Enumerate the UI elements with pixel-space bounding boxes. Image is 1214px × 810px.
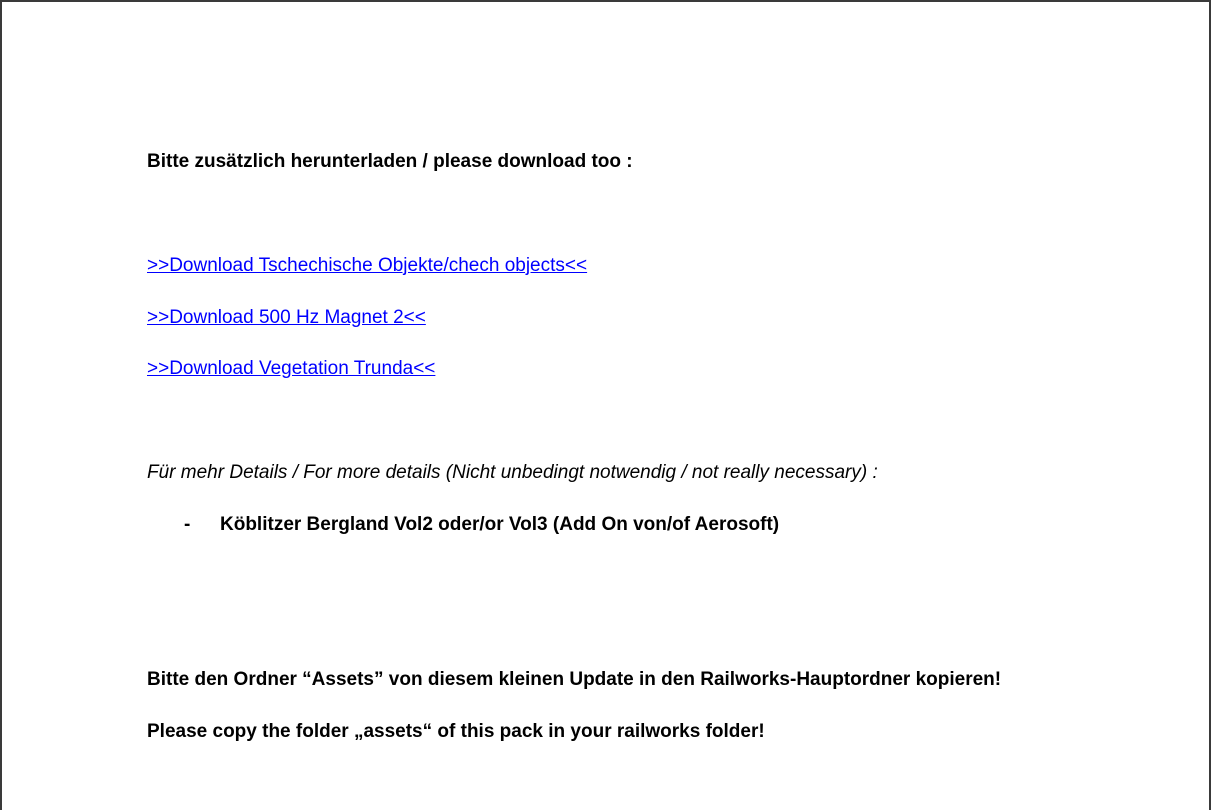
bullet-marker: - (184, 514, 191, 535)
intro-text: Bitte zusätzlich herunterladen / please download too : (147, 151, 633, 172)
instruction-german: Bitte den Ordner “Assets” von diesem kleinen Update in den Railworks-Hauptordner kopieren! (147, 669, 1002, 690)
download-link-czech-objects[interactable]: >>Download Tschechische Objekte/chech objects<< (147, 255, 588, 276)
details-note: Für mehr Details / For more details (Nicht unbedingt notwendig / not really necessary) : (147, 462, 878, 483)
instruction-english: Please copy the folder „assets“ of this pack in your railworks folder! (147, 721, 765, 742)
bullet-item-text: Köblitzer Bergland Vol2 oder/or Vol3 (Add On von/of Aerosoft) (220, 514, 780, 535)
download-link-vegetation-trunda[interactable]: >>Download Vegetation Trunda<< (147, 358, 436, 379)
download-link-500hz-magnet[interactable]: >>Download 500 Hz Magnet 2<< (147, 307, 426, 328)
